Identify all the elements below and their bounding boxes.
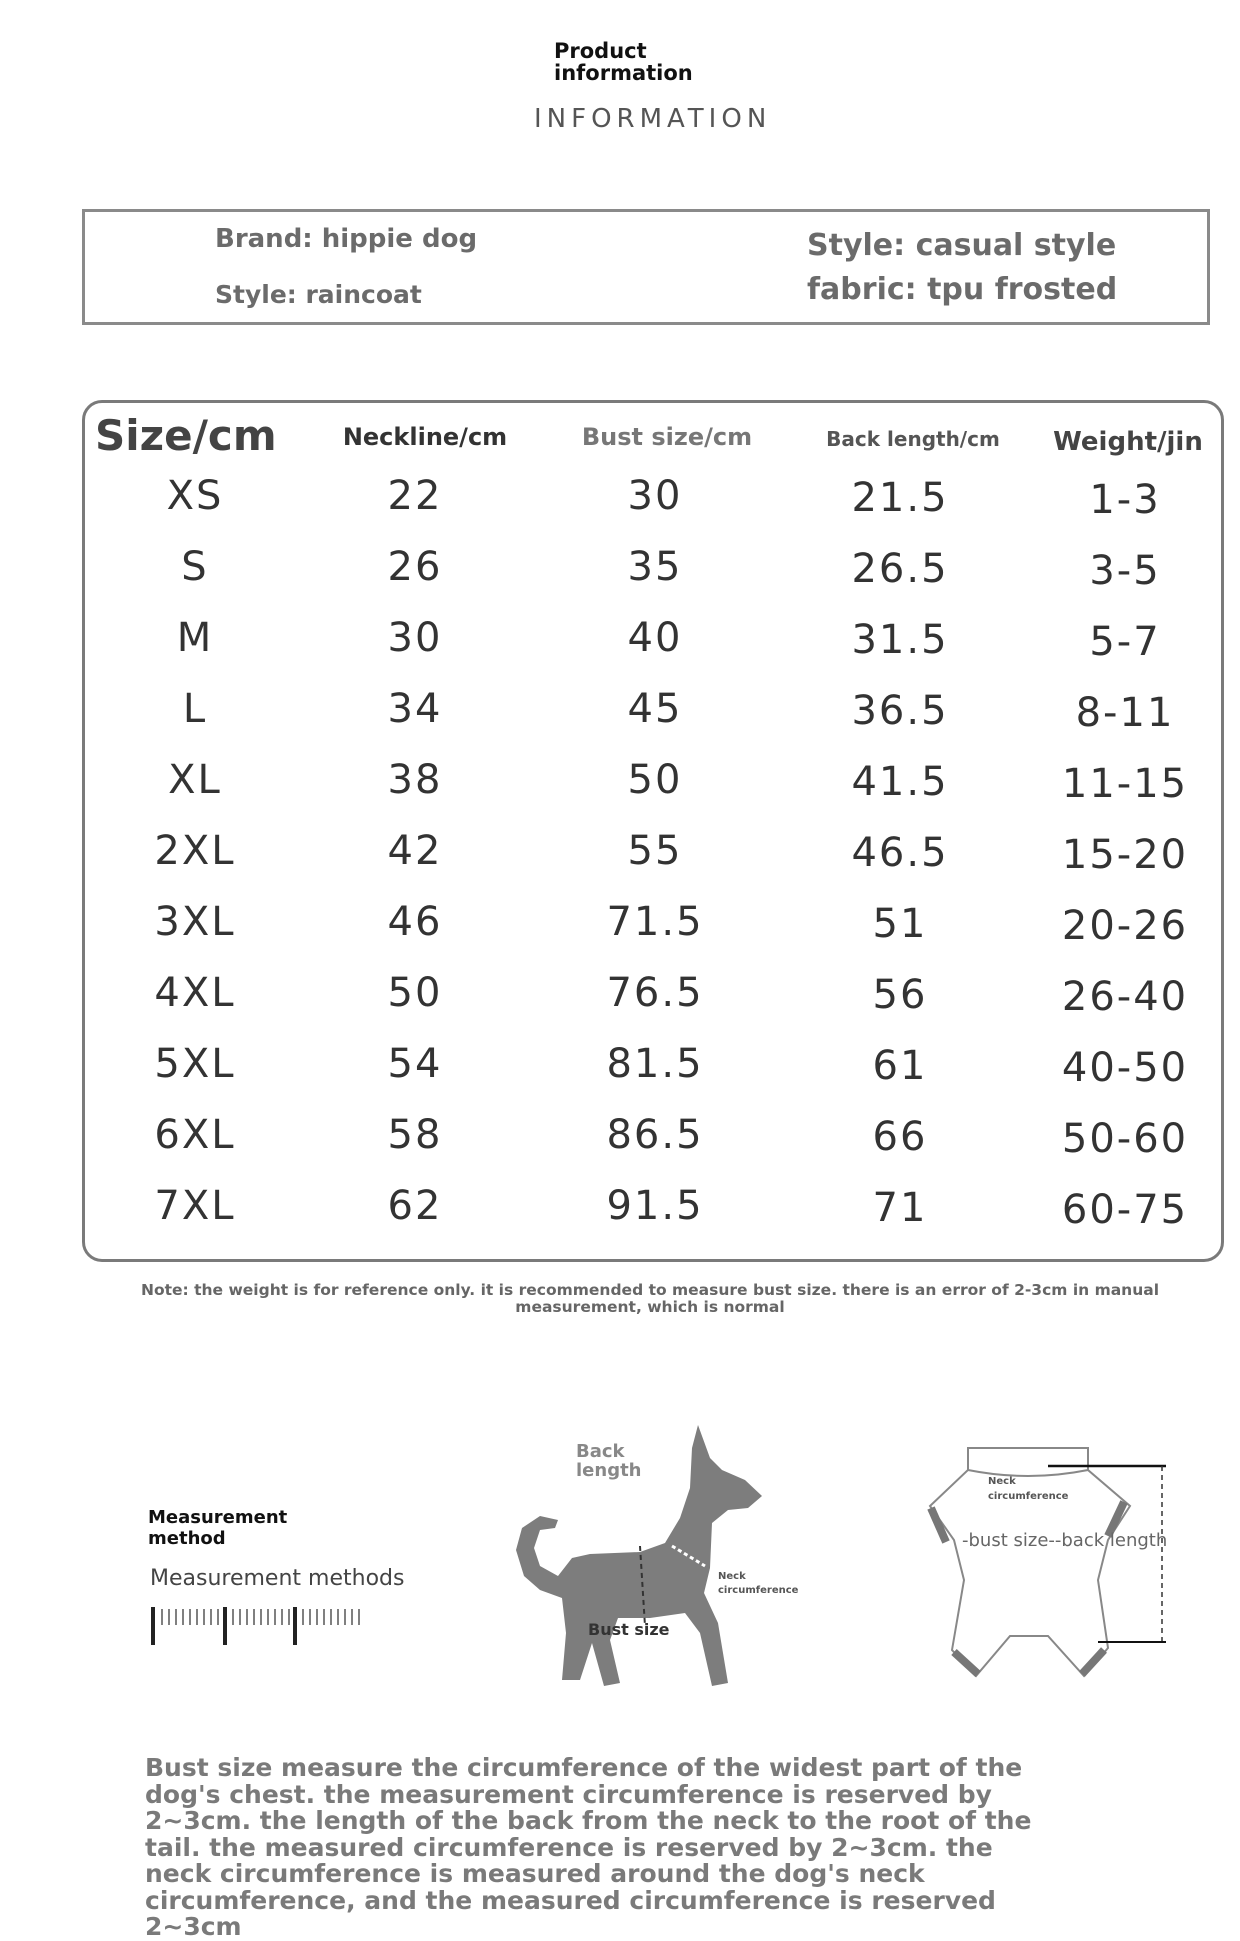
cell-size: 5XL [154,1041,236,1087]
cell-back-length: 56 [872,972,928,1018]
style-raincoat-text: Style: raincoat [215,280,422,309]
cell-bust: 86.5 [606,1112,704,1158]
cell-weight: 11-15 [1061,761,1189,807]
cell-neckline: 30 [387,615,443,661]
cell-bust: 91.5 [606,1183,704,1229]
cell-size: 7XL [154,1183,236,1229]
table-row [85,615,1221,686]
header-neckline: Neckline/cm [342,423,508,451]
table-row [85,544,1221,615]
raincoat-measurement-figure [898,1430,1198,1690]
cell-size: M [176,615,214,661]
cell-size: XS [166,473,224,519]
cell-weight: 3-5 [1089,548,1161,594]
product-info-box [82,209,1210,325]
product-information-title: Product information [554,39,693,85]
neck-circumference-label: Neck circumference [718,1571,799,1596]
cell-bust: 35 [627,544,683,590]
header-size: Size/cm [95,411,277,460]
cell-neckline: 50 [387,970,443,1016]
table-row [85,970,1221,1041]
table-row [85,828,1221,899]
cell-bust: 55 [627,828,683,874]
cell-bust: 71.5 [606,899,704,945]
cell-neckline: 42 [387,828,443,874]
size-chart-table [82,400,1224,1262]
header-back-length: Back length/cm [826,427,1000,451]
measurement-method-title: Measurement method [148,1507,288,1549]
cell-back-length: 31.5 [851,617,949,663]
cell-neckline: 22 [387,473,443,519]
cell-weight: 50-60 [1061,1116,1189,1162]
cell-weight: 26-40 [1061,974,1189,1020]
cell-bust: 81.5 [606,1041,704,1087]
coat-neck-circumference-label: Neck circumference [988,1476,1069,1502]
ruler-icon [150,1605,370,1645]
cell-back-length: 51 [872,901,928,947]
back-length-label: Back length [576,1441,642,1481]
fabric-text: fabric: tpu frosted [807,272,1118,307]
cell-weight: 1-3 [1089,477,1161,523]
cell-size: 2XL [154,828,236,874]
table-row [85,899,1221,970]
cell-weight: 60-75 [1061,1187,1189,1233]
cell-back-length: 26.5 [851,546,949,592]
cell-size: S [181,544,209,590]
cell-back-length: 46.5 [851,830,949,876]
cell-size: 3XL [154,899,236,945]
table-row [85,473,1221,544]
cell-back-length: 36.5 [851,688,949,734]
table-row [85,1041,1221,1112]
cell-bust: 30 [627,473,683,519]
cell-back-length: 21.5 [851,475,949,521]
cell-weight: 40-50 [1061,1045,1189,1091]
table-row [85,1112,1221,1183]
table-row [85,1183,1221,1254]
measurement-methods-subtitle: Measurement methods [150,1566,405,1591]
information-subtitle: INFORMATION [534,104,772,134]
cell-size: L [182,686,208,732]
cell-neckline: 58 [387,1112,443,1158]
cell-size: XL [168,757,222,803]
bust-size-label: Bust size [588,1620,670,1639]
header-weight: Weight/jin [1053,427,1203,457]
cell-neckline: 26 [387,544,443,590]
cell-bust: 40 [627,615,683,661]
cell-neckline: 34 [387,686,443,732]
measurement-instructions: Bust size measure the circumference of the widest part of the dog's chest. the measurement circumference is reserved by 2~3cm. the length of the back from the neck to the root of the tail. the measured circumference is reserved by 2~3cm. the neck circumference is measured around the dog's neck circumference, and the measured circumference is reserved 2~3cm [145,1753,1032,1941]
style-casual-text: Style: casual style [807,228,1117,263]
cell-weight: 8-11 [1075,690,1175,736]
cell-back-length: 61 [872,1043,928,1089]
cell-bust: 50 [627,757,683,803]
cell-weight: 5-7 [1089,619,1161,665]
cell-size: 6XL [154,1112,236,1158]
table-row [85,757,1221,828]
bust-back-length-label: -bust size--back length [962,1530,1168,1551]
cell-bust: 45 [627,686,683,732]
cell-neckline: 62 [387,1183,443,1229]
table-row [85,686,1221,757]
header-bust-size: Bust size/cm [581,423,753,451]
cell-bust: 76.5 [606,970,704,1016]
dog-measurement-figure [500,1418,800,1698]
cell-neckline: 46 [387,899,443,945]
brand-text: Brand: hippie dog [215,224,478,254]
cell-weight: 20-26 [1061,903,1189,949]
cell-back-length: 71 [872,1185,928,1231]
cell-size: 4XL [154,970,236,1016]
cell-back-length: 66 [872,1114,928,1160]
raincoat-outline-icon [898,1430,1198,1690]
cell-neckline: 38 [387,757,443,803]
cell-neckline: 54 [387,1041,443,1087]
cell-weight: 15-20 [1061,832,1189,878]
cell-back-length: 41.5 [851,759,949,805]
weight-note: Note: the weight is for reference only. it is recommended to measure bust size. there is an error of 2-3cm in manual measurement, which is normal [140,1281,1160,1316]
